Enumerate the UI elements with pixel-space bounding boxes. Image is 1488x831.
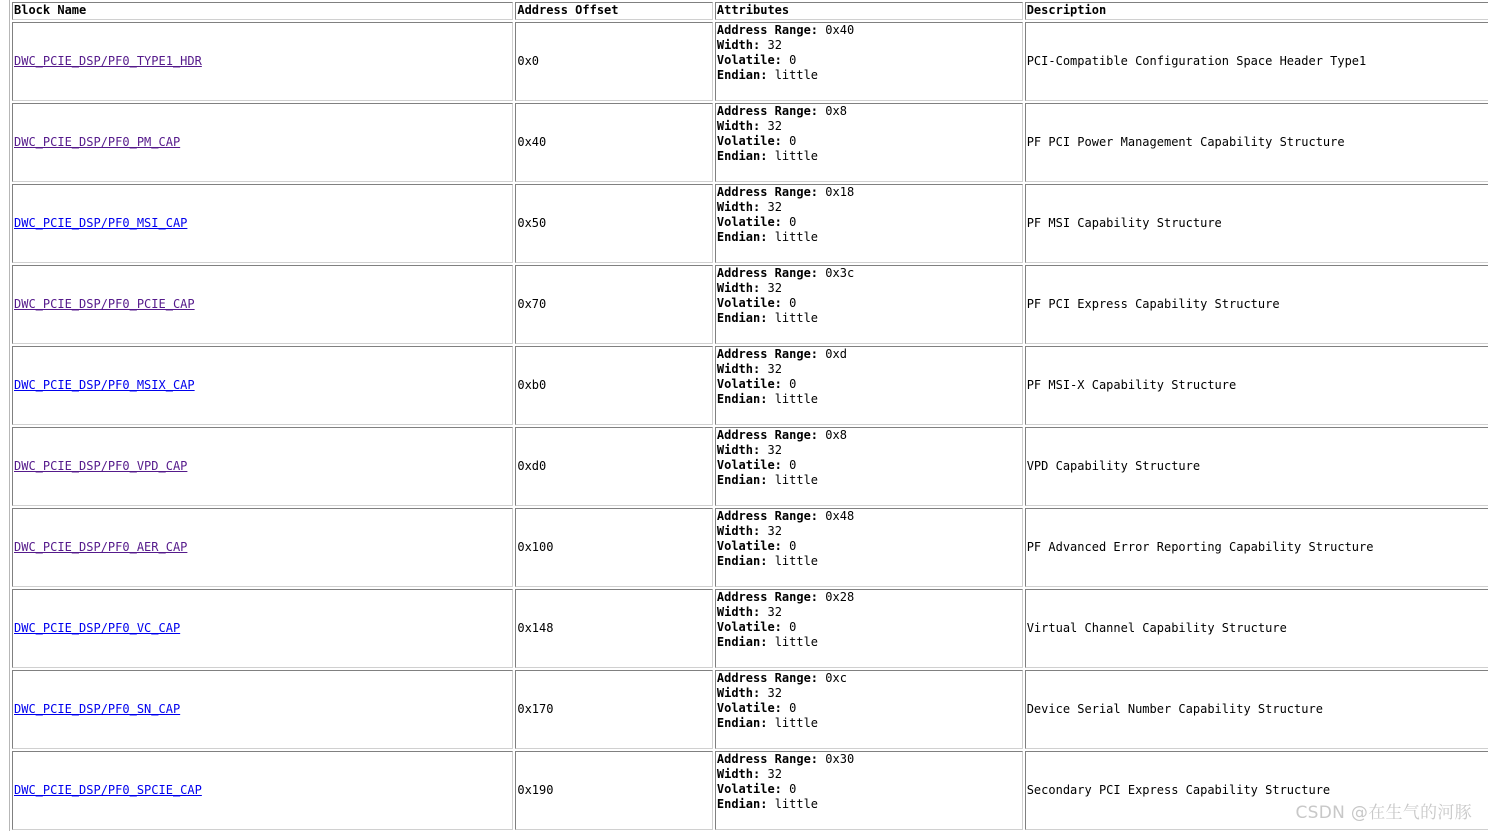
attr-label-volatile: Volatile:: [716, 458, 782, 472]
description-cell: PF Advanced Error Reporting Capability Structure: [1025, 508, 1488, 587]
attr-value-endian: little: [774, 635, 819, 649]
address-offset-cell: 0x190: [515, 751, 713, 830]
address-offset-cell: 0x0: [515, 22, 713, 101]
attr-label-address-range: Address Range:: [716, 428, 819, 442]
attr-label-width: Width:: [716, 38, 761, 52]
attr-width: [717, 443, 1021, 458]
attr-volatile: [717, 701, 1021, 716]
attr-volatile: [717, 53, 1021, 68]
description-cell: Secondary PCI Express Capability Structure: [1025, 751, 1488, 830]
attr-label-endian: Endian:: [716, 716, 768, 730]
attr-endian: [717, 68, 1021, 83]
description-cell: VPD Capability Structure: [1025, 427, 1488, 506]
description-cell: PF PCI Express Capability Structure: [1025, 265, 1488, 344]
attr-width: [717, 281, 1021, 296]
attr-address-range: [717, 104, 1021, 119]
table-row: [12, 22, 1488, 101]
attr-width: [717, 686, 1021, 701]
attr-label-endian: Endian:: [716, 473, 768, 487]
description-cell: PF MSI Capability Structure: [1025, 184, 1488, 263]
table-row: [12, 265, 1488, 344]
attr-value-volatile: 0: [789, 134, 797, 148]
header-attributes: Attributes: [715, 2, 1023, 20]
table-row: [12, 184, 1488, 263]
block-name-cell: [12, 265, 513, 344]
attributes-cell: [715, 103, 1023, 182]
attr-label-endian: Endian:: [716, 149, 768, 163]
description-cell: PF MSI-X Capability Structure: [1025, 346, 1488, 425]
address-offset-cell: 0x170: [515, 670, 713, 749]
attr-address-range: [717, 347, 1021, 362]
attr-value-address-range: 0x48: [825, 509, 855, 523]
attr-label-endian: Endian:: [716, 68, 768, 82]
attr-value-endian: little: [774, 473, 819, 487]
attr-value-width: 32: [767, 119, 782, 133]
attr-endian: [717, 473, 1021, 488]
attr-value-address-range: 0x18: [825, 185, 855, 199]
attr-value-address-range: 0x3c: [825, 266, 855, 280]
attr-volatile: [717, 296, 1021, 311]
attr-label-volatile: Volatile:: [716, 377, 782, 391]
attr-value-endian: little: [774, 149, 819, 163]
attr-volatile: [717, 620, 1021, 635]
block-name-link[interactable]: DWC_PCIE_DSP/PF0_PCIE_CAP: [14, 297, 195, 311]
attr-value-address-range: 0x40: [825, 23, 855, 37]
attr-value-address-range: 0x8: [825, 428, 847, 442]
attr-value-width: 32: [767, 524, 782, 538]
attr-label-endian: Endian:: [716, 635, 768, 649]
attr-value-endian: little: [774, 716, 819, 730]
attr-label-endian: Endian:: [716, 230, 768, 244]
attr-address-range: [717, 428, 1021, 443]
address-offset-cell: 0x50: [515, 184, 713, 263]
attr-endian: [717, 797, 1021, 812]
block-name-cell: [12, 589, 513, 668]
attr-address-range: [717, 185, 1021, 200]
block-name-link[interactable]: DWC_PCIE_DSP/PF0_VC_CAP: [14, 621, 181, 635]
attr-width: [717, 119, 1021, 134]
attr-label-volatile: Volatile:: [716, 701, 782, 715]
attr-label-volatile: Volatile:: [716, 296, 782, 310]
attr-width: [717, 605, 1021, 620]
attr-label-width: Width:: [716, 200, 761, 214]
address-offset-cell: 0x40: [515, 103, 713, 182]
attr-volatile: [717, 215, 1021, 230]
block-name-link[interactable]: DWC_PCIE_DSP/PF0_MSIX_CAP: [14, 378, 195, 392]
block-name-link[interactable]: DWC_PCIE_DSP/PF0_SN_CAP: [14, 702, 181, 716]
description-cell: PF PCI Power Management Capability Structure: [1025, 103, 1488, 182]
attr-label-volatile: Volatile:: [716, 215, 782, 229]
attr-value-endian: little: [774, 68, 819, 82]
attr-label-volatile: Volatile:: [716, 53, 782, 67]
block-name-cell: [12, 103, 513, 182]
attr-value-address-range: 0x30: [825, 752, 855, 766]
attr-endian: [717, 716, 1021, 731]
table-header-row: [12, 2, 1488, 20]
attr-value-endian: little: [774, 554, 819, 568]
attr-value-volatile: 0: [789, 620, 797, 634]
address-offset-cell: 0xb0: [515, 346, 713, 425]
block-name-link[interactable]: DWC_PCIE_DSP/PF0_PM_CAP: [14, 135, 181, 149]
attr-label-volatile: Volatile:: [716, 134, 782, 148]
attr-endian: [717, 554, 1021, 569]
attr-value-volatile: 0: [789, 458, 797, 472]
attr-label-endian: Endian:: [716, 392, 768, 406]
attr-value-address-range: 0xd: [825, 347, 847, 361]
attr-label-width: Width:: [716, 443, 761, 457]
attr-value-width: 32: [767, 605, 782, 619]
table-row: [12, 346, 1488, 425]
attr-value-width: 32: [767, 767, 782, 781]
block-name-cell: [12, 670, 513, 749]
block-name-link[interactable]: DWC_PCIE_DSP/PF0_SPCIE_CAP: [14, 783, 202, 797]
attr-value-volatile: 0: [789, 215, 797, 229]
attr-label-width: Width:: [716, 362, 761, 376]
attr-value-address-range: 0x28: [825, 590, 855, 604]
attr-endian: [717, 635, 1021, 650]
attr-value-volatile: 0: [789, 377, 797, 391]
attr-value-width: 32: [767, 281, 782, 295]
attr-address-range: [717, 671, 1021, 686]
attr-label-width: Width:: [716, 686, 761, 700]
address-offset-cell: 0x70: [515, 265, 713, 344]
attr-width: [717, 767, 1021, 782]
header-description: Description: [1025, 2, 1488, 20]
attr-value-address-range: 0x8: [825, 104, 847, 118]
attr-value-endian: little: [774, 797, 819, 811]
csdn-watermark: CSDN @在生气的河豚: [1295, 803, 1472, 823]
attr-value-endian: little: [774, 311, 819, 325]
attr-label-address-range: Address Range:: [716, 509, 819, 523]
attr-address-range: [717, 23, 1021, 38]
attr-value-width: 32: [767, 443, 782, 457]
attr-address-range: [717, 266, 1021, 281]
attr-label-endian: Endian:: [716, 554, 768, 568]
block-name-link[interactable]: DWC_PCIE_DSP/PF0_TYPE1_HDR: [14, 54, 202, 68]
attr-label-address-range: Address Range:: [716, 104, 819, 118]
attr-volatile: [717, 782, 1021, 797]
block-name-link[interactable]: DWC_PCIE_DSP/PF0_VPD_CAP: [14, 459, 188, 473]
attr-address-range: [717, 509, 1021, 524]
block-name-cell: [12, 508, 513, 587]
header-address-offset: Address Offset: [515, 2, 713, 20]
attr-value-volatile: 0: [789, 53, 797, 67]
table-row: [12, 589, 1488, 668]
table-row: [12, 508, 1488, 587]
attr-value-volatile: 0: [789, 296, 797, 310]
block-name-cell: [12, 427, 513, 506]
attr-label-volatile: Volatile:: [716, 539, 782, 553]
attr-volatile: [717, 377, 1021, 392]
table-row: [12, 427, 1488, 506]
attr-value-volatile: 0: [789, 782, 797, 796]
attr-value-width: 32: [767, 38, 782, 52]
attr-value-width: 32: [767, 200, 782, 214]
attr-label-volatile: Volatile:: [716, 782, 782, 796]
attr-label-endian: Endian:: [716, 311, 768, 325]
attr-value-width: 32: [767, 686, 782, 700]
page-left-margin: [0, 0, 10, 831]
register-blocks-table: [10, 0, 1488, 831]
attr-width: [717, 38, 1021, 53]
attr-label-width: Width:: [716, 605, 761, 619]
address-offset-cell: 0xd0: [515, 427, 713, 506]
header-block-name: Block Name: [12, 2, 513, 20]
attr-value-width: 32: [767, 362, 782, 376]
attr-volatile: [717, 134, 1021, 149]
attr-value-endian: little: [774, 392, 819, 406]
block-name-cell: [12, 346, 513, 425]
attr-value-address-range: 0xc: [825, 671, 847, 685]
attr-label-width: Width:: [716, 119, 761, 133]
attr-endian: [717, 311, 1021, 326]
attributes-cell: [715, 184, 1023, 263]
attr-volatile: [717, 539, 1021, 554]
attr-label-width: Width:: [716, 281, 761, 295]
attr-address-range: [717, 752, 1021, 767]
attr-width: [717, 200, 1021, 215]
attributes-cell: [715, 265, 1023, 344]
attr-endian: [717, 230, 1021, 245]
attr-label-endian: Endian:: [716, 797, 768, 811]
attr-volatile: [717, 458, 1021, 473]
attr-width: [717, 362, 1021, 377]
block-name-cell: [12, 184, 513, 263]
attributes-cell: [715, 427, 1023, 506]
block-name-cell: [12, 751, 513, 830]
description-cell: Virtual Channel Capability Structure: [1025, 589, 1488, 668]
attr-value-volatile: 0: [789, 701, 797, 715]
attr-value-volatile: 0: [789, 539, 797, 553]
attr-label-width: Width:: [716, 767, 761, 781]
attr-endian: [717, 392, 1021, 407]
attr-label-address-range: Address Range:: [716, 23, 819, 37]
table-row: [12, 751, 1488, 830]
attr-label-address-range: Address Range:: [716, 671, 819, 685]
attributes-cell: [715, 22, 1023, 101]
attr-endian: [717, 149, 1021, 164]
address-offset-cell: 0x148: [515, 589, 713, 668]
attr-label-volatile: Volatile:: [716, 620, 782, 634]
attr-label-address-range: Address Range:: [716, 590, 819, 604]
attr-label-address-range: Address Range:: [716, 185, 819, 199]
attributes-cell: [715, 589, 1023, 668]
attr-address-range: [717, 590, 1021, 605]
table-row: [12, 103, 1488, 182]
attr-label-address-range: Address Range:: [716, 266, 819, 280]
attr-value-endian: little: [774, 230, 819, 244]
table-row: [12, 670, 1488, 749]
attributes-cell: [715, 670, 1023, 749]
block-name-link[interactable]: DWC_PCIE_DSP/PF0_AER_CAP: [14, 540, 188, 554]
address-offset-cell: 0x100: [515, 508, 713, 587]
description-cell: Device Serial Number Capability Structure: [1025, 670, 1488, 749]
attributes-cell: [715, 346, 1023, 425]
attr-width: [717, 524, 1021, 539]
block-name-cell: [12, 22, 513, 101]
attr-label-address-range: Address Range:: [716, 752, 819, 766]
attr-label-address-range: Address Range:: [716, 347, 819, 361]
attr-label-width: Width:: [716, 524, 761, 538]
attributes-cell: [715, 508, 1023, 587]
description-cell: PCI-Compatible Configuration Space Header Type1: [1025, 22, 1488, 101]
attributes-cell: [715, 751, 1023, 830]
block-name-link[interactable]: DWC_PCIE_DSP/PF0_MSI_CAP: [14, 216, 188, 230]
